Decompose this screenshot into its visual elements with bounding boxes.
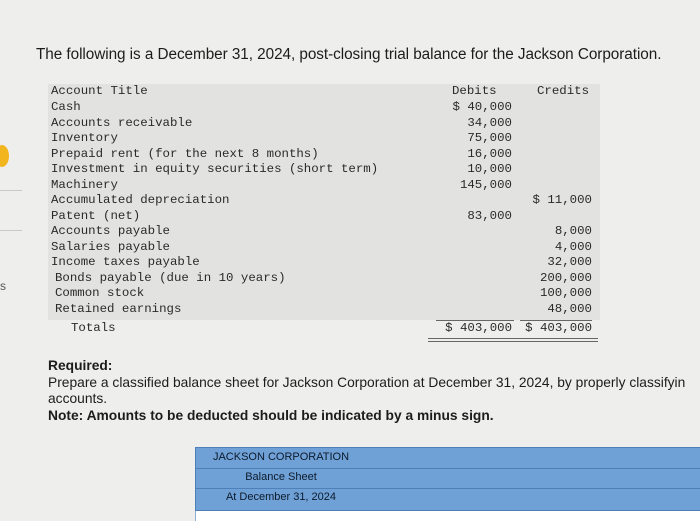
trial-balance-row: [48, 255, 600, 271]
debit-amount: $ 40,000: [452, 100, 512, 114]
trial-balance-header: [48, 84, 600, 100]
required-section: [48, 358, 700, 424]
edge-divider: [0, 230, 22, 231]
account-title: Accumulated depreciation: [51, 193, 230, 207]
debit-amount: 75,000: [467, 131, 512, 145]
account-title: Prepaid rent (for the next 8 months): [51, 146, 319, 161]
statement-date: At December 31, 2024: [225, 491, 337, 503]
account-title: Investment in equity securities (short term): [51, 162, 379, 176]
account-title: Accounts receivable: [51, 115, 193, 130]
required-note: Note: Amounts to be deducted should be indicated by a minus sign.: [48, 407, 494, 423]
credit-amount: 200,000: [539, 270, 592, 285]
trial-balance-row: [48, 147, 600, 163]
debit-amount: 10,000: [467, 162, 512, 176]
trial-balance-row: [48, 116, 600, 132]
totals-row: [48, 321, 600, 337]
required-text-continued: accounts.: [48, 391, 108, 406]
header-separator: [196, 488, 700, 489]
totals-double-rule: [428, 338, 598, 339]
trial-balance: [48, 84, 600, 338]
statement-title: Balance Sheet: [245, 471, 317, 483]
credit-amount: $ 11,000: [532, 193, 592, 207]
edge-divider: [0, 190, 22, 191]
debit-amount: 83,000: [467, 208, 512, 223]
intro-text: The following is a December 31, 2024, post-closing trial balance for the Jackson Corporation.: [36, 46, 662, 63]
trial-balance-row: [48, 209, 600, 225]
totals-label: Totals: [71, 321, 116, 335]
trial-balance-row: [48, 302, 600, 318]
trial-balance-row: [48, 100, 600, 116]
totals-double-rule: [428, 341, 598, 342]
edge-label: s: [0, 279, 6, 293]
credit-amount: 8,000: [554, 224, 592, 238]
debit-amount: 34,000: [467, 115, 512, 130]
account-title: Cash: [51, 100, 81, 114]
account-title: Retained earnings: [55, 301, 182, 316]
header-account: Account Title: [51, 84, 148, 98]
company-name: JACKSON CORPORATION: [212, 451, 350, 463]
trial-balance-row: [48, 178, 600, 194]
credit-amount: 48,000: [547, 301, 592, 316]
debit-amount: 145,000: [459, 177, 512, 192]
required-heading: Required:: [48, 358, 113, 373]
edge-marker-icon: [0, 145, 9, 167]
trial-balance-row: [48, 224, 600, 240]
header-separator: [196, 468, 700, 469]
trial-balance-row: [48, 162, 600, 178]
account-title: Patent (net): [51, 208, 141, 223]
account-title: Machinery: [51, 177, 118, 192]
balance-sheet-form: [195, 447, 700, 521]
trial-balance-row: [48, 193, 600, 209]
debit-amount: 16,000: [467, 146, 512, 161]
account-title: Income taxes payable: [51, 255, 200, 269]
totals-debit: $ 403,000: [445, 321, 512, 335]
trial-balance-row: [48, 240, 600, 256]
credit-amount: 4,000: [554, 239, 592, 254]
header-debits: Debits: [452, 84, 497, 98]
balance-sheet-header: [195, 447, 700, 511]
account-title: Salaries payable: [51, 239, 170, 254]
trial-balance-row: [48, 131, 600, 147]
trial-balance-row: [48, 286, 600, 302]
account-title: Accounts payable: [51, 224, 170, 238]
account-title: Inventory: [51, 131, 118, 145]
header-credits: Credits: [537, 84, 590, 98]
credit-amount: 32,000: [547, 255, 592, 269]
credit-amount: 100,000: [539, 286, 592, 300]
trial-balance-row: [48, 271, 600, 287]
account-title: Common stock: [55, 286, 145, 300]
totals-credit: $ 403,000: [525, 321, 592, 335]
account-title: Bonds payable (due in 10 years): [55, 270, 286, 285]
required-text: Prepare a classified balance sheet for Jackson Corporation at December 31, 2024, by properly classifyin: [48, 374, 686, 390]
